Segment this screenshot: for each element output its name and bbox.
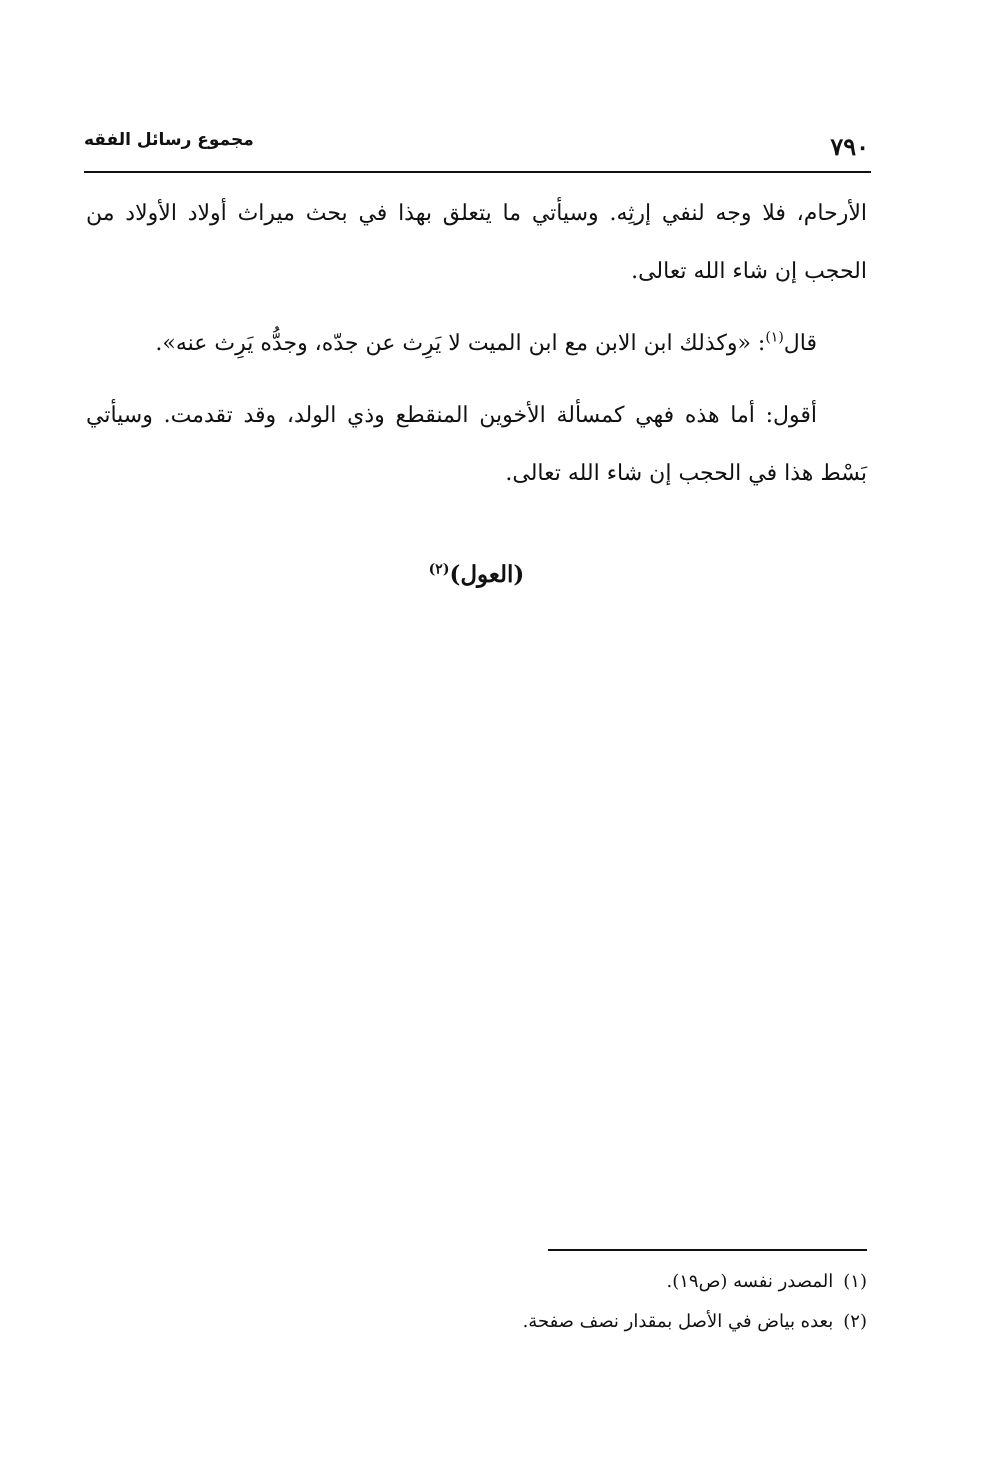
footnote-rule [548,1249,867,1251]
footnote-number: (٢) [843,1311,867,1332]
running-title: مجموع رسائل الفقه [84,130,254,150]
footnote-text: المصدر نفسه (ص١٩). [666,1271,834,1292]
footnote-text: بعده بياض في الأصل بمقدار نصف صفحة. [522,1311,834,1332]
quote-prefix: قال [783,331,817,356]
header-rule [84,171,871,173]
page-number: ٧٩٠ [830,132,869,161]
paragraph-1: الأرحام، فلا وجه لنفي إرثِه. وسيأتي ما يتعلق بهذا في بحث ميراث أولاد الأولاد من الحجب إن شاء الله تعالى. [86,201,867,284]
section-heading [86,555,867,595]
body-text [86,185,867,517]
footnote-number: (١) [843,1271,867,1292]
page-header [84,128,871,168]
quote-text: : «وكذلك ابن الابن مع ابن الميت لا يَرِث عن جدّه، وجدُّه يَرِث عنه». [155,331,766,356]
paragraph-quote [86,315,867,373]
footnotes [86,1264,867,1344]
section-title: (العول) [449,561,525,588]
footnote-ref-2: (٢) [428,561,450,578]
footnote-item [86,1304,867,1340]
footnote-item [86,1264,867,1300]
footnote-ref-1: (١) [765,329,784,346]
paragraph-3: أقول: أما هذه فهي كمسألة الأخوين المنقطع وذي الولد، وقد تقدمت. وسيأتي بَسْط هذا في الحجب إن شاء الله تعالى. [86,403,867,486]
